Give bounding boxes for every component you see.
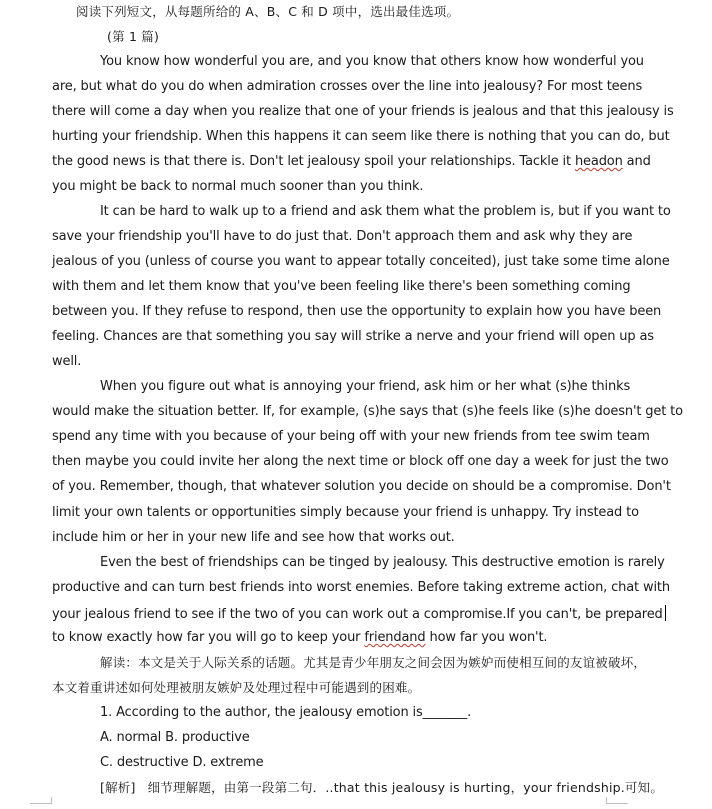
explanation-text: 细节理解题，由第一段第二句．..that this jealousy is hurting，your friendship.可知。 [147, 780, 664, 795]
p4-line-4-text: to know exactly how far you will go to keep your [52, 630, 365, 645]
p4-line-3-text: your jealous friend to see if the two of you can work out a compromise.If you can't, be prepared [52, 607, 663, 622]
p2-line-6: feeling. Chances are that something you say will strike a nerve and your friend will open up as [52, 329, 654, 344]
p1-line-5-text: the good news is that there is. Don't let jealousy spoil your relationships. Tackle it [52, 154, 575, 169]
explanation [100, 780, 663, 796]
p1-line-5-end: and [622, 154, 651, 169]
p3-line-6: limit your own talents or opportunities simply because your friend is unhappy. Try instead to [52, 505, 639, 520]
question-1-options-ab: A. normal B. productive [100, 730, 250, 745]
p3-line-3: spend any time with you because of your being off with your new friends from tee swim team [52, 429, 650, 444]
p4-line-4-end: how far you won't. [425, 630, 548, 645]
p1-line-6: you might be back to normal much sooner than you think. [52, 179, 424, 194]
p3-line-2: would make the situation better. If, for example, (s)he says that (s)he feels like (s)he doesn't get to [52, 404, 683, 419]
analysis-line-1: 解读：本文是关于人际关系的话题。尤其是青少年朋友之间会因为嫉妒而使相互间的友谊被破坏， [100, 655, 647, 670]
p2-line-3: jealous of you (unless of course you want to appear totally conceited), just take some time alone [52, 254, 670, 269]
p2-line-2: save your friendship you'll have to do just that. Don't approach them and ask why they are [52, 229, 633, 244]
instruction: 阅读下列短文，从每题所给的 A、B、C 和 D 项中，选出最佳选项。 [76, 4, 460, 19]
text-cursor[interactable] [665, 605, 667, 621]
p1-line-1: You know how wonderful you are, and you know that others know how wonderful you [100, 54, 644, 69]
explanation-label: [解析] [100, 780, 136, 795]
p2-line-1: It can be hard to walk up to a friend and ask them what the problem is, but if you want to [100, 204, 671, 219]
p1-line-3: there will come a day when you realize that one of your friends is jealous and that this jealousy is [52, 104, 674, 119]
section-title: (第 1 篇) [107, 29, 160, 44]
p2-line-4: with them and let them know that you've been feeling like there's been something coming [52, 279, 631, 294]
spelling-flag-friendand: friendand [364, 630, 426, 645]
p4-line-1: Even the best of friendships can be tinged by jealousy. This destructive emotion is rarely [100, 555, 665, 570]
p3-line-1: When you figure out what is annoying your friend, ask him or her what (s)he thinks [100, 379, 631, 394]
p2-line-7: well. [52, 354, 82, 369]
page-corner-mark-right [606, 803, 628, 804]
p4-line-3 [52, 605, 666, 623]
p2-line-5: between you. If they refuse to respond, then use the opportunity to explain how you have been [52, 304, 662, 319]
p1-line-2: are, but what do you do when admiration crosses over the line into jealousy? For most teens [52, 79, 643, 94]
p4-line-2: productive and can turn best friends into worst enemies. Before taking extreme action, chat with [52, 580, 670, 595]
p3-line-4: then maybe you could invite her along the next time or block off one day a week for just the two [52, 454, 669, 469]
analysis-line-2: 本文着重讲述如何处理被朋友嫉妒及处理过程中可能遇到的困难。 [52, 680, 421, 695]
p4-line-4 [52, 630, 547, 646]
spelling-flag-headon: headon [574, 154, 623, 169]
p1-line-4: hurting your friendship. When this happens it can seem like there is nothing that you can do, but [52, 129, 670, 144]
question-1-options-cd: C. destructive D. extreme [100, 755, 264, 770]
p1-line-5 [52, 154, 651, 170]
page-corner-mark-left [30, 803, 52, 804]
p3-line-5: of you. Remember, though, that whatever solution you decide on should be a compromise. Don't [52, 479, 671, 494]
question-1-stem: 1. According to the author, the jealousy emotion is_______. [100, 705, 472, 720]
p3-line-7: include him or her in your new life and see how that works out. [52, 530, 455, 545]
